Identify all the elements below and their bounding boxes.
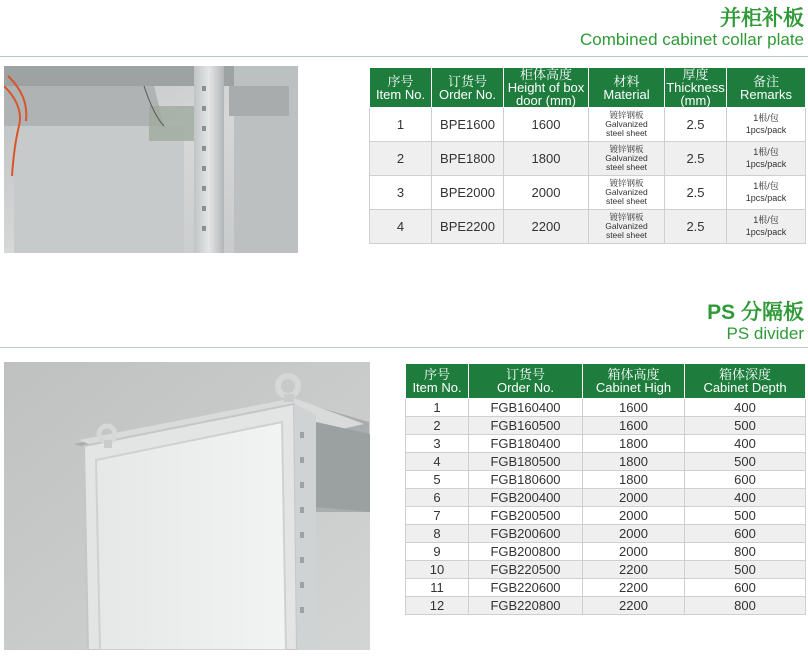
table-cell: FGB220800 xyxy=(469,597,583,615)
table-cell: 600 xyxy=(685,579,806,597)
header-remarks xyxy=(727,68,806,108)
table-row xyxy=(370,142,806,176)
header-item-no xyxy=(406,364,469,399)
table-cell xyxy=(589,210,665,244)
table-cell: 400 xyxy=(685,399,806,417)
cell-text-line: steel sheet xyxy=(605,229,648,240)
section2-title-en: PS divider xyxy=(726,324,804,343)
table-cell: 9 xyxy=(406,543,469,561)
cell-text-line: 镀锌钢板 xyxy=(609,212,644,223)
table-cell: 2000 xyxy=(583,543,685,561)
collar-plate-table xyxy=(369,67,806,244)
cell-text-line: 1pcs/pack xyxy=(745,192,787,203)
table-cell: 6 xyxy=(406,489,469,507)
section1-title-cn: 并柜补板 xyxy=(720,7,804,30)
table-cell: FGB180400 xyxy=(469,435,583,453)
cell-text-line: 序号 xyxy=(387,73,414,89)
header-order-no xyxy=(469,364,583,399)
cell-text-line: Galvanized xyxy=(605,221,648,232)
cell-text-line: Item No. xyxy=(412,380,462,395)
section1-divider xyxy=(0,56,808,57)
table-cell xyxy=(589,176,665,210)
table-row xyxy=(406,561,806,579)
table-cell xyxy=(589,142,665,176)
cell-text-line: 订货号 xyxy=(447,73,487,89)
table-row xyxy=(370,176,806,210)
table-cell: 1 xyxy=(406,399,469,417)
table-cell: 1 xyxy=(370,108,432,142)
cell-text-line: Item No. xyxy=(375,86,426,102)
table-cell: 500 xyxy=(685,453,806,471)
table-cell: 2000 xyxy=(504,176,589,210)
cell-text-line: Remarks xyxy=(739,86,792,102)
cell-text-line: 箱体高度 xyxy=(607,367,660,382)
section1-title xyxy=(580,8,804,48)
table-row xyxy=(406,525,806,543)
cell-text-line: Galvanized xyxy=(605,153,648,164)
table-row xyxy=(406,597,806,615)
table-cell: BPE1600 xyxy=(432,108,504,142)
table-cell: 2000 xyxy=(583,525,685,543)
table-cell: 1800 xyxy=(583,453,685,471)
header-height xyxy=(504,68,589,108)
cell-text-line: 材料 xyxy=(613,73,640,89)
header-material xyxy=(589,68,665,108)
section2-title-cn: PS 分隔板 xyxy=(707,301,804,324)
table-cell: 1600 xyxy=(504,108,589,142)
section2-title xyxy=(707,302,804,342)
table-cell xyxy=(727,108,806,142)
cell-text-line: 厚度 xyxy=(682,67,709,82)
cell-text-line: Thickness (mm) xyxy=(666,80,725,108)
table-cell: BPE1800 xyxy=(432,142,504,176)
table-cell: 2.5 xyxy=(665,142,727,176)
cell-text-line: 柜体高度 xyxy=(519,67,572,82)
cell-text-line: 镀锌钢板 xyxy=(609,144,644,155)
cell-text-line: 1根/包 xyxy=(753,180,779,191)
table-cell: 2.5 xyxy=(665,176,727,210)
table-cell: 1800 xyxy=(583,435,685,453)
cell-text-line: 镀锌钢板 xyxy=(609,178,644,189)
cell-text-line: Galvanized xyxy=(605,187,648,198)
table-cell: 500 xyxy=(685,507,806,525)
divider-table xyxy=(405,363,806,615)
cell-text-line: Material xyxy=(603,86,650,102)
table-header-row xyxy=(370,68,806,108)
table-row xyxy=(406,417,806,435)
table-cell: FGB200800 xyxy=(469,543,583,561)
cell-text-line: 镀锌钢板 xyxy=(609,110,644,121)
table-row xyxy=(406,453,806,471)
cell-text-line: 1根/包 xyxy=(753,214,779,225)
table-cell: 8 xyxy=(406,525,469,543)
table-cell: 2200 xyxy=(583,561,685,579)
table-cell: 500 xyxy=(685,417,806,435)
table-cell: 2200 xyxy=(504,210,589,244)
table-cell: 2000 xyxy=(583,507,685,525)
table-cell: FGB200500 xyxy=(469,507,583,525)
table-row xyxy=(406,579,806,597)
cell-text-line: Order No. xyxy=(496,380,555,395)
table-cell: FGB180500 xyxy=(469,453,583,471)
table-cell: BPE2200 xyxy=(432,210,504,244)
table-cell: 3 xyxy=(406,435,469,453)
cell-text-line: 1pcs/pack xyxy=(745,158,787,169)
table-cell xyxy=(589,108,665,142)
table-cell: 11 xyxy=(406,579,469,597)
table-cell: 12 xyxy=(406,597,469,615)
table-cell: FGB180600 xyxy=(469,471,583,489)
table-cell: FGB200400 xyxy=(469,489,583,507)
table-cell: 400 xyxy=(685,489,806,507)
cell-text-line: 备注 xyxy=(752,73,779,89)
header-cabinet-high xyxy=(583,364,685,399)
table-cell: 600 xyxy=(685,471,806,489)
table-cell: 2000 xyxy=(583,489,685,507)
cell-text-line: 1根/包 xyxy=(753,112,779,123)
cell-text-line: 序号 xyxy=(423,367,450,382)
table-cell: FGB160500 xyxy=(469,417,583,435)
table-row xyxy=(370,108,806,142)
table-cell: 1600 xyxy=(583,399,685,417)
table-cell xyxy=(727,142,806,176)
table-cell: 4 xyxy=(406,453,469,471)
table-cell: FGB200600 xyxy=(469,525,583,543)
cabinet-collar-plate-photo xyxy=(4,66,298,253)
table-cell xyxy=(727,210,806,244)
table-cell: 1600 xyxy=(583,417,685,435)
ps-divider-photo xyxy=(4,362,370,650)
cell-text-line: Order No. xyxy=(438,86,497,102)
table-cell: 2 xyxy=(406,417,469,435)
section1-title-en: Combined cabinet collar plate xyxy=(580,30,804,49)
header-order-no xyxy=(432,68,504,108)
cell-text-line: Galvanized xyxy=(605,119,648,130)
cell-text-line: Height of box door (mm) xyxy=(507,80,585,108)
cell-text-line: steel sheet xyxy=(605,161,648,172)
cell-text-line: 箱体深度 xyxy=(718,367,771,382)
table-row xyxy=(370,210,806,244)
table-cell: BPE2000 xyxy=(432,176,504,210)
table-cell: 800 xyxy=(685,543,806,561)
header-cabinet-depth xyxy=(685,364,806,399)
table-header-row xyxy=(406,364,806,399)
table-cell: 7 xyxy=(406,507,469,525)
header-thickness xyxy=(665,68,727,108)
table-cell: 5 xyxy=(406,471,469,489)
cell-text-line: Cabinet Depth xyxy=(703,380,787,395)
table-row xyxy=(406,543,806,561)
table-row xyxy=(406,489,806,507)
cell-text-line: steel sheet xyxy=(605,195,648,206)
cell-text-line: 1根/包 xyxy=(753,146,779,157)
cell-text-line: 订货号 xyxy=(505,367,545,382)
table-cell: 500 xyxy=(685,561,806,579)
table-cell: 1800 xyxy=(583,471,685,489)
table-cell: FGB220600 xyxy=(469,579,583,597)
table-cell: FGB220500 xyxy=(469,561,583,579)
table-cell: 2200 xyxy=(583,579,685,597)
table-row xyxy=(406,507,806,525)
table-cell: 1800 xyxy=(504,142,589,176)
header-item-no xyxy=(370,68,432,108)
table-cell: 800 xyxy=(685,597,806,615)
table-cell: 2 xyxy=(370,142,432,176)
table-cell: 400 xyxy=(685,435,806,453)
table-cell xyxy=(727,176,806,210)
table-cell: FGB160400 xyxy=(469,399,583,417)
table-row xyxy=(406,471,806,489)
table-cell: 2200 xyxy=(583,597,685,615)
cell-text-line: 1pcs/pack xyxy=(745,226,787,237)
table-cell: 600 xyxy=(685,525,806,543)
cell-text-line: Cabinet High xyxy=(595,380,672,395)
table-row xyxy=(406,435,806,453)
cell-text-line: 1pcs/pack xyxy=(745,124,787,135)
table-cell: 2.5 xyxy=(665,108,727,142)
cell-text-line: steel sheet xyxy=(605,127,648,138)
table-cell: 4 xyxy=(370,210,432,244)
table-cell: 10 xyxy=(406,561,469,579)
table-cell: 2.5 xyxy=(665,210,727,244)
section2-divider xyxy=(0,347,808,348)
table-row xyxy=(406,399,806,417)
table-cell: 3 xyxy=(370,176,432,210)
